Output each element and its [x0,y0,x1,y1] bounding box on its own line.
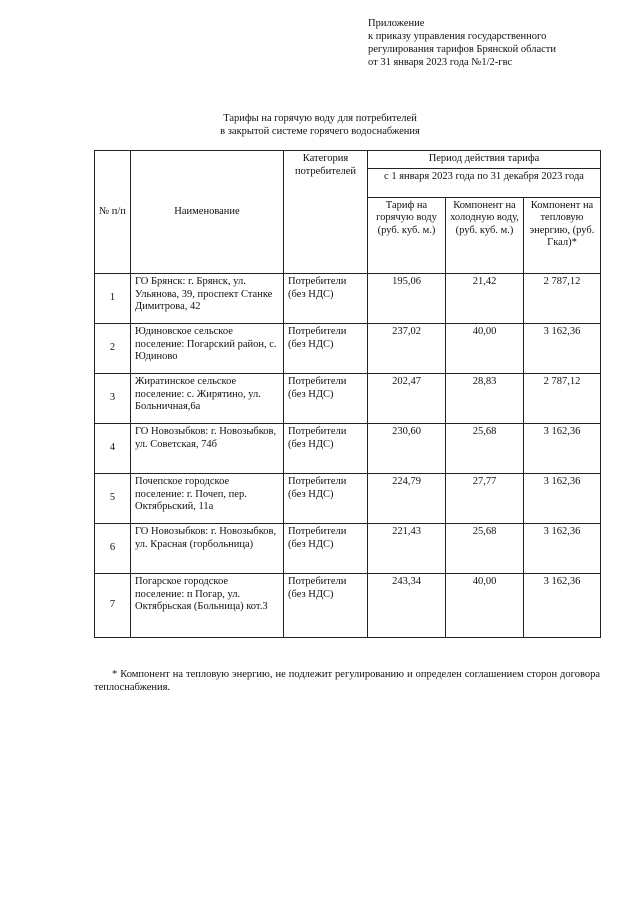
row-cold-component: 21,42 [446,274,524,324]
tariff-table [94,150,601,638]
row-cold-component: 40,00 [446,324,524,374]
header-category: Категория потребителей [284,151,368,274]
row-cold-component: 28,83 [446,374,524,424]
row-name: ГО Новозыбков: г. Новозыбков, ул. Советская, 74б [131,424,284,474]
row-name: ГО Брянск: г. Брянск, ул. Ульянова, 39, проспект Станке Димитрова, 42 [131,274,284,324]
appendix-line-2: к приказу управления государственного [368,31,547,42]
row-tariff: 202,47 [368,374,446,424]
header-name: Наименование [131,151,284,274]
table-row [95,524,601,574]
header-num: № п/п [95,151,131,274]
row-heat-component: 3 162,36 [524,474,601,524]
row-tariff: 230,60 [368,424,446,474]
row-category: Потребители (без НДС) [284,474,368,524]
row-number: 3 [95,374,131,424]
row-category: Потребители (без НДС) [284,424,368,474]
row-category: Потребители (без НДС) [284,524,368,574]
row-heat-component: 3 162,36 [524,324,601,374]
title-line-2: в закрытой системе горячего водоснабжения [220,126,420,137]
row-number: 2 [95,324,131,374]
row-cold-component: 25,68 [446,424,524,474]
row-tariff: 237,02 [368,324,446,374]
appendix-line-4: от 31 января 2023 года №1/2-гвс [368,57,513,68]
table-row [95,474,601,524]
row-tariff: 243,34 [368,574,446,638]
table-row [95,374,601,424]
row-name: Погарское городское поселение: п Погар, ул. Октябрьская (Больница) кот.3 [131,574,284,638]
appendix-header [368,17,630,69]
row-number: 7 [95,574,131,638]
row-number: 1 [95,274,131,324]
row-category: Потребители (без НДС) [284,274,368,324]
row-category: Потребители (без НДС) [284,324,368,374]
row-cold-component: 25,68 [446,524,524,574]
row-heat-component: 3 162,36 [524,524,601,574]
header-tariff: Тариф на горячую воду (руб. куб. м.) [368,197,446,274]
header-period-range: с 1 января 2023 года по 31 декабря 2023 года [368,168,601,197]
header-cold-component: Компонент на холодную воду, (руб. куб. м.) [446,197,524,274]
row-tariff: 221,43 [368,524,446,574]
header-heat-component: Компонент на тепловую энергию, (руб. Гкал)* [524,197,601,274]
row-name: Жиратинское сельское поселение: с. Жирятино, ул. Больничная,6а [131,374,284,424]
row-tariff: 224,79 [368,474,446,524]
row-category: Потребители (без НДС) [284,374,368,424]
row-heat-component: 2 787,12 [524,274,601,324]
row-name: Юдиновское сельское поселение: Погарский район, с. Юдиново [131,324,284,374]
row-tariff: 195,06 [368,274,446,324]
row-number: 5 [95,474,131,524]
table-row [95,274,601,324]
row-cold-component: 40,00 [446,574,524,638]
row-cold-component: 27,77 [446,474,524,524]
table-row [95,424,601,474]
tariff-rows [95,274,601,638]
row-name: Почепское городское поселение: г. Почеп, пер. Октябрьский, 11а [131,474,284,524]
title-line-1: Тарифы на горячую воду для потребителей [223,113,417,124]
table-row [95,324,601,374]
document-title [0,112,640,138]
row-heat-component: 3 162,36 [524,574,601,638]
footnote: * Компонент на тепловую энергию, не подлежит регулированию и определен соглашением сторон договора теплоснабжения. [94,669,600,693]
row-name: ГО Новозыбков: г. Новозыбков, ул. Красная (горбольница) [131,524,284,574]
row-heat-component: 3 162,36 [524,424,601,474]
header-period: Период действия тарифа [368,151,601,169]
row-number: 6 [95,524,131,574]
row-category: Потребители (без НДС) [284,574,368,638]
appendix-line-3: регулирования тарифов Брянской области [368,44,556,55]
row-number: 4 [95,424,131,474]
appendix-line-1: Приложение [368,18,425,29]
row-heat-component: 2 787,12 [524,374,601,424]
table-row [95,574,601,638]
